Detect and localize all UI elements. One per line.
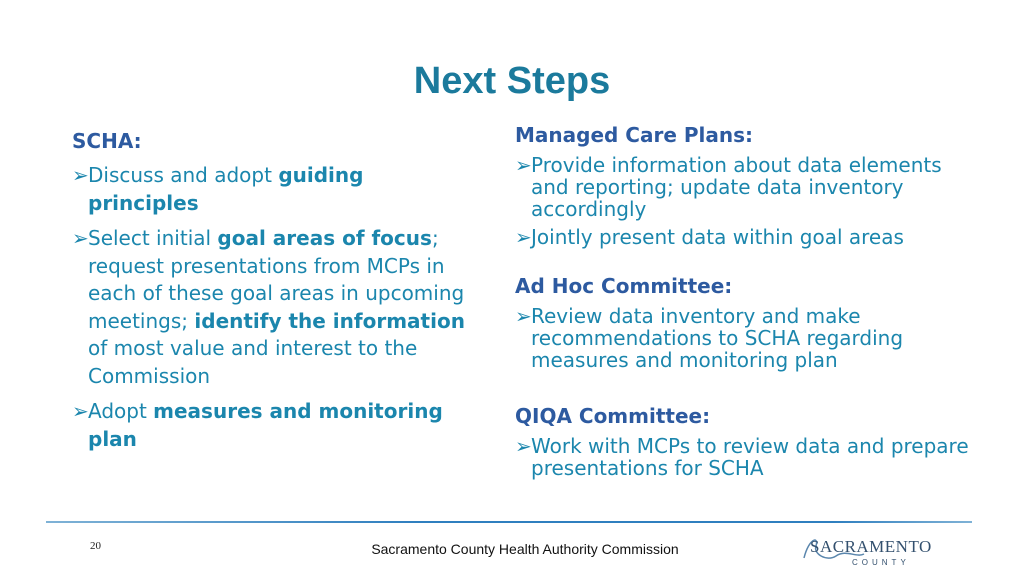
logo-word-county: COUNTY [852,558,910,567]
bullet-text: Provide information about data elements and reporting; update data inventory accordingly [531,153,942,221]
bullet-text: Discuss and adopt [88,163,279,187]
arrow-bullet-icon: ➢ [515,153,532,177]
mcp-bullet-1 [515,154,985,220]
bullet-text: ; request presentations from MCPs in each of these goal areas in upcoming meetings; [88,226,465,333]
scha-column [72,126,472,453]
mcp-heading: Managed Care Plans: [515,123,754,147]
partners-column [515,122,985,479]
bullet-bold-text: goal areas of focus [217,226,432,250]
bullet-text: Work with MCPs to review data and prepare presentations for SCHA [531,434,969,480]
bullet-text: of most value and interest to the Commission [88,336,418,388]
page-number: 20 [90,540,101,552]
arrow-bullet-icon: ➢ [515,225,532,249]
sacramento-county-logo [800,532,940,570]
qiqa-bullet-1 [515,435,985,479]
bullet-bold-text: identify the information [194,308,465,333]
scha-bullet-2 [72,225,472,390]
arrow-bullet-icon: ➢ [515,304,532,328]
adhoc-heading: Ad Hoc Committee: [515,274,733,298]
slide-title: Next Steps [413,60,611,102]
footer-divider [46,521,972,523]
bullet-bold-text: measures and monitoring plan [88,399,443,451]
bullet-text: Adopt [88,399,154,423]
bullet-bold-text: guiding principles [88,163,364,215]
bullet-text: Jointly present data within goal areas [531,225,904,249]
scha-bullet-3 [72,398,472,453]
qiqa-heading: QIQA Committee: [515,404,711,428]
logo-word-sacramento: SACRAMENTO [810,537,932,556]
adhoc-bullet-1 [515,305,985,371]
footer-text: Sacramento County Health Authority Commission [371,541,679,557]
arrow-bullet-icon: ➢ [515,434,532,458]
bullet-text: Select initial [88,226,218,250]
scha-heading: SCHA: [72,129,142,153]
bullet-text: Review data inventory and make recommendations to SCHA regarding measures and monitoring plan [531,304,904,372]
mcp-bullet-2 [515,226,985,248]
arrow-bullet-icon: ➢ [72,226,89,250]
arrow-bullet-icon: ➢ [72,399,89,423]
scha-bullet-1 [72,162,472,217]
arrow-bullet-icon: ➢ [72,163,89,187]
